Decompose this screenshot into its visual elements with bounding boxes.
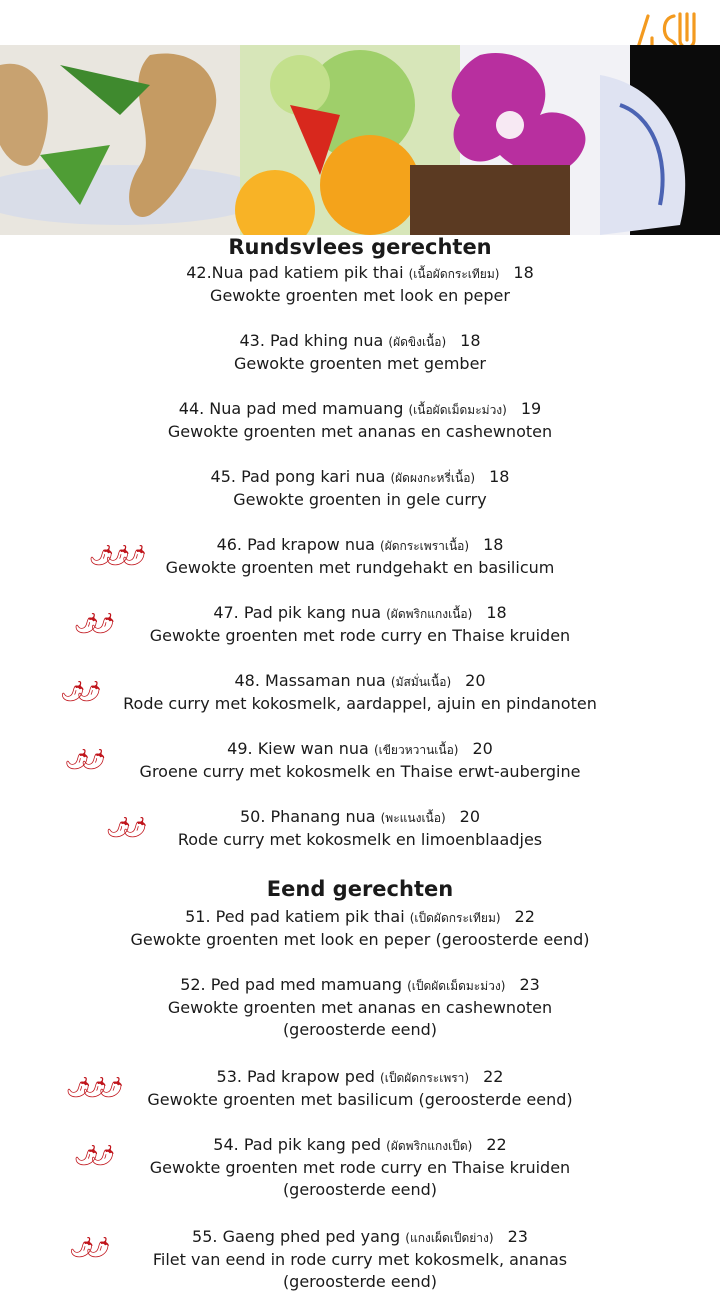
menu-item-description: (geroosterde eend) bbox=[282, 1272, 438, 1291]
menu-item bbox=[0, 602, 720, 647]
menu-item-price: 23 bbox=[507, 1227, 528, 1246]
chili-spice-icon: 🌶🌶 bbox=[73, 1143, 107, 1167]
menu-item bbox=[0, 974, 720, 1041]
menu-item-heading bbox=[40, 330, 680, 353]
menu-item-name: 49. Kiew wan nua bbox=[227, 739, 369, 758]
menu-item-description: Gewokte groenten met rode curry en Thaise kruiden bbox=[149, 1158, 571, 1177]
menu-item bbox=[0, 906, 720, 951]
menu-item-price: 20 bbox=[459, 807, 481, 826]
menu-item-name: 43. Pad khing nua bbox=[239, 331, 384, 350]
menu-item-price: 22 bbox=[483, 1067, 504, 1086]
menu-item bbox=[0, 330, 720, 375]
menu-item-thai-name: (เขียวหวานเนื้อ) bbox=[373, 743, 459, 757]
menu-item-description: Groene curry met kokosmelk en Thaise erwt-aubergine bbox=[139, 762, 581, 781]
menu-item-name: 55. Gaeng phed ped yang bbox=[192, 1227, 401, 1246]
menu-item-name: 50. Phanang nua bbox=[239, 807, 376, 826]
menu-item-thai-name: (เป็ดผัดกระเทียม) bbox=[409, 911, 501, 925]
menu-item-heading bbox=[40, 398, 680, 421]
menu-item bbox=[0, 738, 720, 783]
menu-item-name: 46. Pad krapow nua bbox=[216, 535, 375, 554]
menu-item-name: 48. Massaman nua bbox=[234, 671, 386, 690]
menu-item-thai-name: (เนื้อผัดเม็ดมะม่วง) bbox=[408, 403, 507, 417]
menu-item-heading bbox=[40, 670, 680, 693]
menu-item-heading bbox=[40, 602, 680, 625]
section-title: Eend gerechten bbox=[266, 877, 454, 901]
menu-item-heading bbox=[40, 974, 680, 997]
chili-spice-icon: 🌶🌶🌶 bbox=[65, 1075, 115, 1099]
menu-item-description: Gewokte groenten met basilicum (geroosterde eend) bbox=[147, 1090, 573, 1109]
menu-item-description: Gewokte groenten met ananas en cashewnoten bbox=[167, 998, 553, 1017]
menu-item bbox=[0, 262, 720, 307]
menu-item-thai-name: (เนื้อผัดกระเทียม) bbox=[408, 267, 500, 281]
menu-item-heading bbox=[40, 738, 680, 761]
menu-item-thai-name: (ผัดผงกะหรี่เนื้อ) bbox=[390, 471, 476, 485]
menu-item-thai-name: (ผัดขิงเนื้อ) bbox=[388, 335, 447, 349]
chili-spice-icon: 🌶🌶 bbox=[64, 747, 98, 771]
menu-item bbox=[0, 806, 720, 851]
menu-item-thai-name: (พะแนงเนื้อ) bbox=[380, 811, 446, 825]
menu-item bbox=[0, 670, 720, 715]
menu-item-price: 22 bbox=[514, 907, 535, 926]
menu-item-description: (geroosterde eend) bbox=[282, 1180, 438, 1199]
menu-item-heading bbox=[40, 466, 680, 489]
menu-item-price: 19 bbox=[520, 399, 542, 418]
food-banner-image bbox=[0, 45, 720, 235]
menu-item-description: Gewokte groenten met look en peper (geroosterde eend) bbox=[130, 930, 590, 949]
menu-item-name: 42.Nua pad katiem pik thai bbox=[186, 263, 404, 282]
menu-item-heading bbox=[40, 906, 680, 929]
menu-item-price: 22 bbox=[486, 1135, 507, 1154]
menu-item-name: 52. Ped pad med mamuang bbox=[180, 975, 402, 994]
chili-spice-icon: 🌶🌶 bbox=[73, 611, 107, 635]
menu-item bbox=[0, 1226, 720, 1293]
section-title: Rundsvlees gerechten bbox=[228, 235, 492, 259]
menu-item-thai-name: (เป็ดผัดกระเพรา) bbox=[380, 1071, 470, 1085]
menu-item-price: 18 bbox=[513, 263, 534, 282]
chili-spice-icon: 🌶🌶 bbox=[105, 815, 139, 839]
menu-item-name: 53. Pad krapow ped bbox=[216, 1067, 375, 1086]
menu-item-heading bbox=[40, 1066, 680, 1089]
menu-item-heading bbox=[40, 1134, 680, 1157]
menu-item-description: Gewokte groenten in gele curry bbox=[233, 490, 487, 509]
menu-item-price: 20 bbox=[472, 739, 493, 758]
menu-item-price: 18 bbox=[483, 535, 504, 554]
menu-item-heading bbox=[40, 262, 680, 285]
menu-item-name: 54. Pad pik kang ped bbox=[213, 1135, 382, 1154]
menu-item-thai-name: (ผัดพริกแกงเป็ด) bbox=[386, 1139, 473, 1153]
menu-item-description: Filet van eend in rode curry met kokosmelk, ananas bbox=[152, 1250, 568, 1269]
menu-item bbox=[0, 1134, 720, 1201]
menu-item-description: Gewokte groenten met look en peper bbox=[210, 286, 510, 305]
chili-spice-icon: 🌶🌶🌶 bbox=[88, 543, 138, 567]
chili-spice-icon: 🌶🌶 bbox=[69, 1235, 102, 1259]
menu-item bbox=[0, 466, 720, 511]
menu-item-price: 20 bbox=[465, 671, 486, 690]
menu-item-heading bbox=[40, 1226, 680, 1249]
menu-item-name: 51. Ped pad katiem pik thai bbox=[185, 907, 405, 926]
menu-item-description: Gewokte groenten met ananas en cashewnoten bbox=[167, 422, 553, 441]
menu-item-price: 23 bbox=[519, 975, 540, 994]
menu-item-price: 18 bbox=[489, 467, 510, 486]
menu-item-name: 45. Pad pong kari nua bbox=[210, 467, 386, 486]
menu-item bbox=[0, 398, 720, 443]
menu-item-description: Gewokte groenten met gember bbox=[233, 354, 487, 373]
menu-item-description: Rode curry met kokosmelk, aardappel, ajuin en pindanoten bbox=[123, 694, 597, 713]
menu-item bbox=[0, 534, 720, 579]
menu-item-thai-name: (ผัดพริกแกงเนื้อ) bbox=[386, 607, 473, 621]
menu-item-description: Gewokte groenten met rundgehakt en basilicum bbox=[165, 558, 555, 577]
menu-item-description: Gewokte groenten met rode curry en Thaise kruiden bbox=[149, 626, 571, 645]
menu-item-thai-name: (แกงเผ็ดเป็ดย่าง) bbox=[405, 1231, 494, 1245]
menu-item-name: 47. Pad pik kang nua bbox=[213, 603, 382, 622]
menu-item-price: 18 bbox=[460, 331, 481, 350]
menu-item-description: Rode curry met kokosmelk en limoenblaadjes bbox=[177, 830, 543, 849]
menu-item bbox=[0, 1066, 720, 1111]
menu-item-thai-name: (มัสมั่นเนื้อ) bbox=[390, 675, 452, 689]
menu-item-thai-name: (ผัดกระเพราเนื้อ) bbox=[380, 539, 470, 553]
menu-item-name: 44. Nua pad med mamuang bbox=[178, 399, 404, 418]
chili-spice-icon: 🌶🌶 bbox=[60, 679, 93, 703]
menu-item-price: 18 bbox=[486, 603, 507, 622]
menu-item-thai-name: (เป็ดผัดเม็ดมะม่วง) bbox=[407, 979, 506, 993]
menu-item-description: (geroosterde eend) bbox=[282, 1020, 438, 1039]
